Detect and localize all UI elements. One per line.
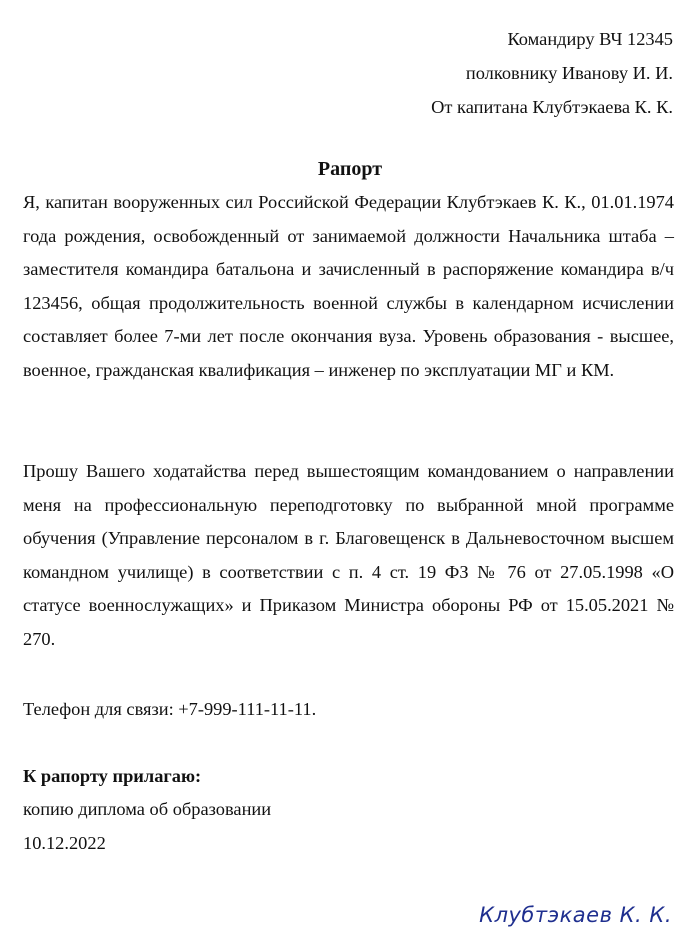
contact-phone: Телефон для связи: +7-999-111-11-11.: [23, 699, 317, 719]
addressee-name: полковнику Иванову И. И.: [465, 63, 673, 83]
attachment-item: копию диплома об образовании: [23, 799, 272, 819]
addressee-unit: Командиру ВЧ 12345: [507, 29, 673, 49]
addressee-block: [431, 22, 673, 124]
body-paragraph-1: Я, капитан вооруженных сил Российской Федерации Клубтэкаев К. К., 01.01.1974 года рождения, освобожденный от занимаемой должности Начальника штаба – заместителя командира батальона и зачисленный в распоряжение командира в/ч 123456, общая продолжительность военной службы в календарном исчислении составляет более 7-ми лет после окончания вуза. Уровень образования - высшее, военное, гражданская квалификация – инженер по эксплуатации МГ и КМ.: [23, 192, 674, 380]
handwritten-signature: Клубтэкаев К. К.: [479, 903, 672, 927]
body-paragraph-2: Прошу Вашего ходатайства перед вышестоящим командованием о направлении меня на профессиональную переподготовку по выбранной мной программе обучения (Управление персоналом в г. Благовещенск в Дальневосточном высшем командном училище) в соответствии с п. 4 ст. 19 ФЗ № 76 от 27.05.1998 «О статусе военнослужащих» и Приказом Министра обороны РФ от 15.05.2021 № 270.: [23, 461, 674, 649]
sender-line: От капитана Клубтэкаева К. К.: [431, 97, 673, 117]
document-date: 10.12.2022: [23, 833, 106, 853]
attachments-heading: К рапорту прилагаю:: [23, 766, 202, 786]
document-title: Рапорт: [317, 158, 383, 180]
